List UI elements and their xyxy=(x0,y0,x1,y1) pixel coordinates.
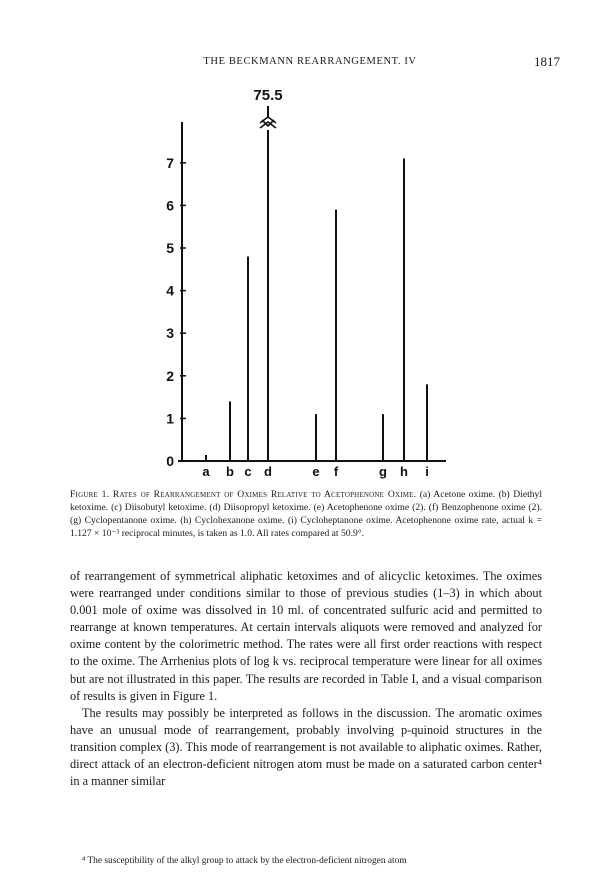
y-tick-label: 3 xyxy=(166,325,174,342)
x-tick-label-c: c xyxy=(244,464,252,479)
y-tick-label: 1 xyxy=(166,410,174,427)
running-title: THE BECKMANN REARRANGEMENT. IV xyxy=(203,56,417,67)
caption-text: (a) Acetone oxime. (b) Diethyl ketoxime. (c) Diisobutyl ketoxime. (d) Diisopropyl ketoxime. (e) Acetophenone oxime (2). (f) Benzophenone oxime (2). (g) Cyclopentanone oxime. (h) Cyclohexanone oxime. (i) Cycloheptanone oxime. Acetophenone oxime rate, actual k = 1.127 × 10⁻³ reciprocal minutes, is taken as 1.0. All rates compared at 50.9°. xyxy=(70,489,542,539)
x-tick-label-a: a xyxy=(202,464,210,479)
x-tick-label-f: f xyxy=(333,464,339,479)
paragraph-1: of rearrangement of symmetrical aliphatic ketoximes and of alicyclic ketoximes. The oximes were rearranged under conditions similar to those of previous studies (1–3) in which about 0.001 mole of oxime was dissolved in 10 ml. of concentrated sulfuric acid and permitted to rearrange at known temperatures. At certain intervals aliquots were removed and analyzed for oxime content by the colorimetric method. The rates were all first order reactions with respect to the oxime. The Arrhenius plots of log k vs. reciprocal temperature were linear for all oximes but are not illustrated in this paper. The results are recorded in Table I, and a visual comparison of results is given in Figure 1. xyxy=(70,569,542,703)
x-tick-label-e: e xyxy=(312,464,320,479)
paragraph-2: The results may possibly be interpreted as follows in the discussion. The aromatic oximes have an unusual mode of rearrangement, probably involving p-quinoid structures in the transition complex (3). This mode of rearrangement is not available to aliphatic oximes. Rather, direct attack of an electron-deficient nitrogen atom must be made on a saturated carbon center⁴ in a manner similar xyxy=(70,705,542,789)
footnote: ⁴ The susceptibility of the alkyl group to attack by the electron-deficient nitrogen atom xyxy=(82,856,407,866)
caption-lead: Figure 1. Rates of Rearrangement of Oximes Relative to Acetophenone Oxime. xyxy=(70,489,417,500)
y-tick-label: 6 xyxy=(166,197,174,214)
y-tick-label: 7 xyxy=(166,154,174,171)
x-tick-label-i: i xyxy=(425,464,429,479)
body-text xyxy=(70,568,542,790)
x-tick-label-b: b xyxy=(226,464,234,479)
y-tick-label: 0 xyxy=(166,453,174,469)
x-tick-label-g: g xyxy=(379,464,387,479)
bar-d-value-label: 75.5 xyxy=(253,87,283,104)
y-tick-label: 2 xyxy=(166,367,174,384)
y-tick-label: 4 xyxy=(166,282,174,299)
y-tick-label: 5 xyxy=(166,240,174,256)
x-tick-label-h: h xyxy=(400,464,408,479)
figure-caption xyxy=(70,488,542,540)
x-tick-label-d: d xyxy=(264,464,272,479)
page-number: 1817 xyxy=(534,54,560,69)
